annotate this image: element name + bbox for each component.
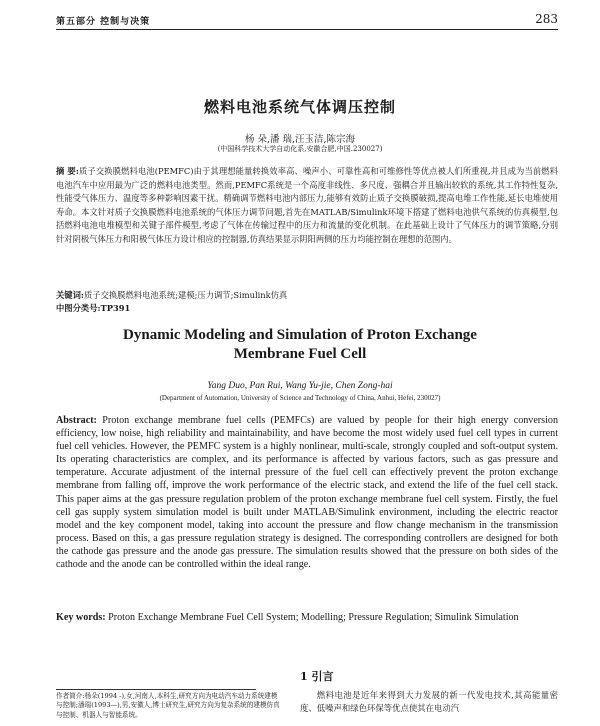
abstract-chinese-label: 摘 要:: [56, 166, 79, 176]
page-number: 283: [535, 12, 558, 26]
title-english-line-1: Dynamic Modeling and Simulation of Proton Exchange: [123, 327, 477, 343]
authors-english: Yang Duo, Pan Rui, Wang Yu-jie, Chen Zong-hai: [207, 381, 393, 391]
title-english-line-2: Membrane Fuel Cell: [233, 346, 367, 362]
abstract-chinese-text: 质子交换膜燃料电池(PEMFC)由于其理想能量转换效率高、噪声小、可靠性高和可维修性等优点被人们所重视,并且成为当前燃料电池汽车中应用最为广泛的燃料电池类型。然而,PEMFC系统是一个高度非线性、多尺度、强耦合并且输出较软的系统,其工作特性复杂,性能受气体压力、温度等多种影响因素干扰。精确调节燃料电池内部压力,能够有效防止质子交换膜破损,提高电堆工作性能,延长电堆使用寿命。本文针对质子交换膜燃料电池系统的气体压力调节问题,首先在MATLAB/Simulink环境下搭建了燃料电池供气系统的仿真模型,包括燃料电池电堆模型和关键子部件模型,考虑了气体在传输过程中的压力和流量的变化机制。在此基础上设计了气体压力的调节策略,分别针对阴极气体压力和阳极气体压力设计相应的控制器,仿真结果显示阴阳两侧的压力均能控制在理想的范围内。: [56, 166, 559, 244]
keywords-chinese-label: 关键词:: [56, 290, 84, 300]
classification-number: 中图分类号:TP391: [56, 303, 131, 313]
footnote-rule: [56, 689, 256, 690]
keywords-english-text: Proton Exchange Membrane Fuel Cell System; Modelling; Pressure Regulation; Simulink Simulation: [108, 612, 519, 623]
section-heading-introduction: 1 引言: [300, 670, 334, 683]
authors-chinese: 杨 朵,潘 瑞,汪玉洁,陈宗海: [244, 134, 356, 145]
running-head: [56, 12, 558, 28]
abstract-english: [56, 414, 558, 571]
keywords-chinese: [56, 289, 558, 301]
abstract-chinese: [56, 165, 558, 246]
abstract-english-text: Proton exchange membrane fuel cells (PEMFCs) are valued by people for their high energy conversion efficiency, low noise, high reliability and maintainability, and have become the most widely used fuel cell types in current fuel cell vehicles. However, the PEMFC system is a highly nonlinear, multi-scale, strongly coupled and soft-output system. Its operating characteristics are complex, and its performance is affected by various factors, such as gas pressure and temperature. Accurate adjustment of the internal pressure of the fuel cell can effectively prevent the proton exchange membrane from falling off, improve the work performance of the electric stack, and extend the life of the fuel cell stack. This paper aims at the gas pressure regulation problem of the proton exchange membrane fuel cell system. Firstly, the fuel cell gas supply system simulation model is built under MATLAB/Simulink environment, including the electric reactor model and the key component model, taking into account the pressure and flow change mechanism in the transmission process. Based on this, a gas pressure regulation strategy is designed. The corresponding controllers are designed for both the cathode gas pressure and the anode gas pressure. The simulation results showed that the pressure on both sides of the cathode and the anode can be controlled within the ideal range.: [56, 415, 558, 571]
affiliation-chinese: (中国科学技术大学自动化系,安徽合肥,中国.230027): [217, 145, 383, 153]
keywords-english-label: Key words:: [56, 612, 106, 623]
title-english: [0, 326, 600, 364]
introduction-body-text: 燃料电池是近年来得到大力发展的新一代发电技术,其高能量密度、低噪声和绿色环保等优点使其在电动汽: [300, 690, 558, 713]
keywords-chinese-text: 质子交换膜燃料电池系统;建模;压力调节;Simulink仿真: [83, 290, 288, 300]
abstract-english-label: Abstract:: [56, 415, 97, 426]
affiliation-english: (Department of Automation, University of Science and Technology of China, Anhui, Hefei, 230027): [159, 394, 441, 402]
running-head-section: 第五部分 控制与决策: [56, 17, 151, 27]
title-chinese: 燃料电池系统气体调压控制: [203, 98, 396, 116]
author-footnote: 作者简介:杨朵(1994 -),女,河南人,本科生,研究方向为电动汽车动力系统建模与控制;潘瑞(1993—),男,安徽人,博士研究生,研究方向为复杂系统的建模仿真与控制、机器人与智能系统。: [56, 692, 280, 719]
keywords-english: [56, 611, 558, 624]
header-rule: [56, 29, 558, 30]
